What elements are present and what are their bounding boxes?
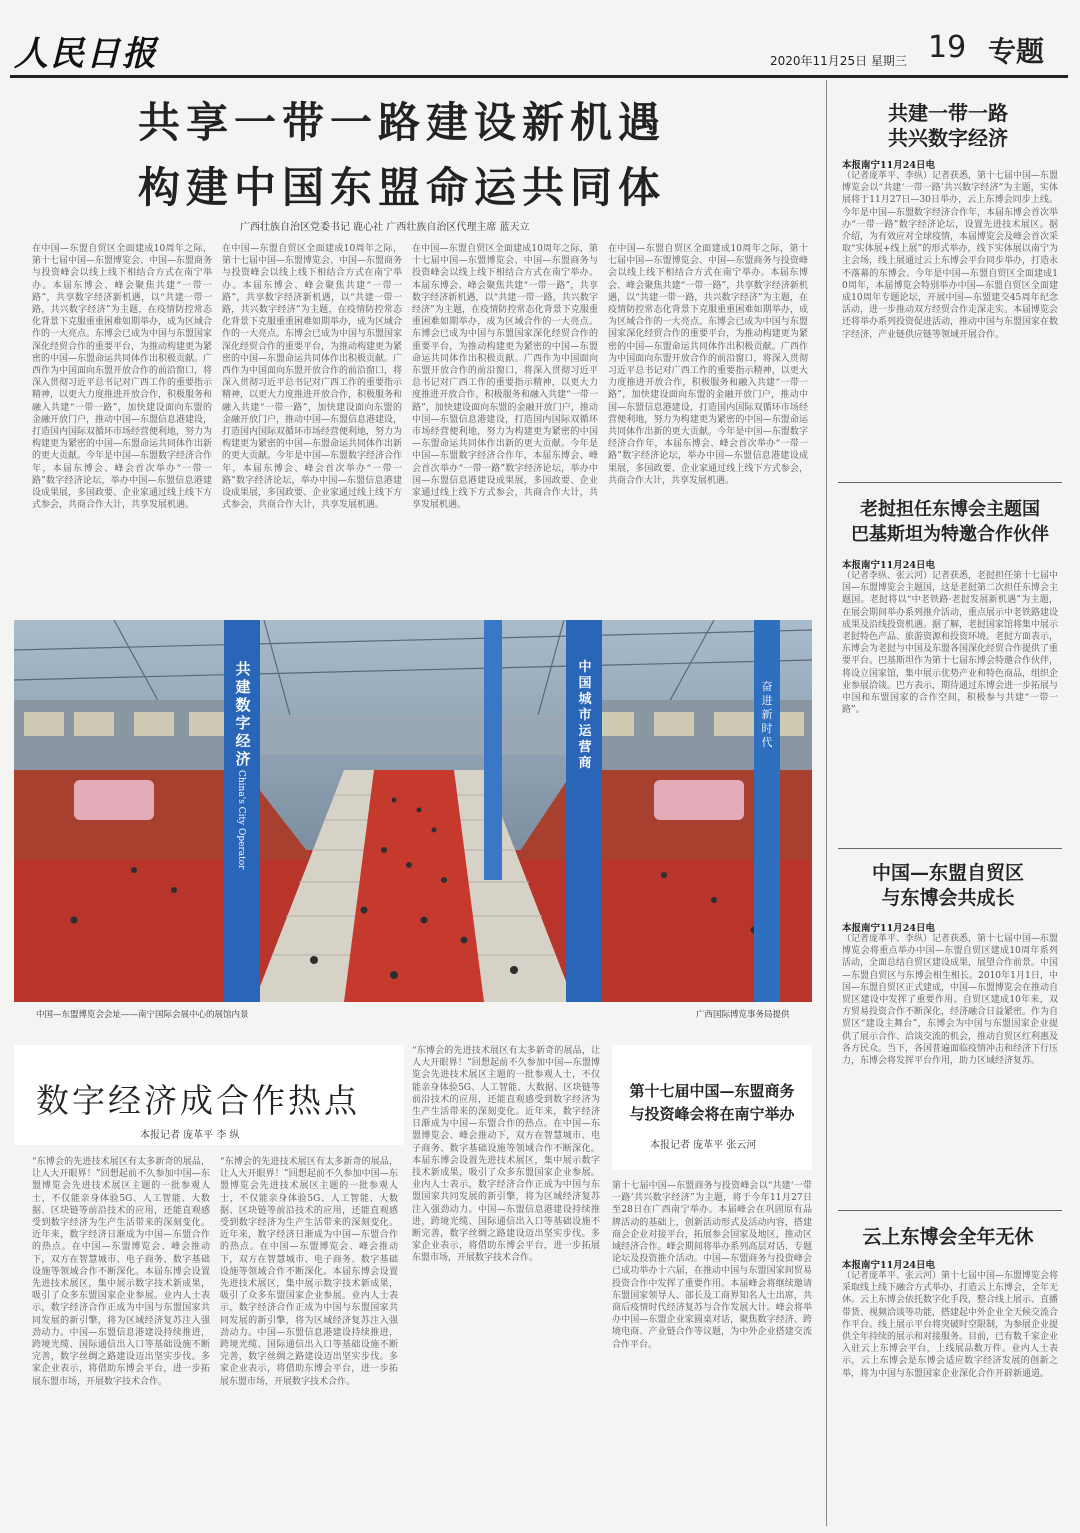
sidebar-guest-headline-1: 老挝担任东博会主题国 (860, 499, 1040, 520)
issue-date: 2020年11月25日 星期三 (770, 54, 907, 68)
sidebar-fta-headline-1: 中国—东盟自贸区 (871, 862, 1024, 884)
sidebar-fta-headline-2: 与东博会共成长 (881, 887, 1015, 909)
masthead-rule (10, 75, 1068, 78)
sidebar-rule-3 (838, 1210, 1062, 1211)
main-article-col-2: 在中国—东盟自贸区全面建成10周年之际，第十七届中国—东盟博览会、中国—东盟商务与投资峰会以线上线下相结合方式在南宁举办。本届东博会、峰会聚焦共建“一带一路”，共享数字经济新机遇，以“共建一带一路，共兴数字经济”为主题，在疫情防控常态化背景下克服重重困难如期举办，成为区域合作的一大亮点。东博会已成为中国与东盟国家深化经贸合作的重要平台，为推动构建更为紧密的中国—东盟命运共同体作出积极贡献。广西作为中国面向东盟开放合作的前沿窗口，将深入贯彻习近平总书记对广西工作的重要指示精神，以更大力度推进开放合作，积极服务和融入共建“一带一路”，加快建设面向东盟的金融开放门户，推动中国—东盟信息港建设，打造国内国际双循环市场经营便利地，努力为构建更为紧密的中国—东盟命运共同体作出新的更大贡献。今年是中国—东盟数字经济合作年，本届东博会、峰会首次举办“一带一路”数字经济论坛，举办中国—东盟信息港建设成果展，多国政要、企业家通过线上线下方式参会，共商合作大计，共享发展机遇。 (222, 244, 402, 511)
main-article-col-4: 在中国—东盟自贸区全面建成10周年之际，第十七届中国—东盟博览会、中国—东盟商务与投资峰会以线上线下相结合方式在南宁举办。本届东博会、峰会聚焦共建“一带一路”，共享数字经济新机遇，以“共建一带一路，共兴数字经济”为主题，在疫情防控常态化背景下克服重重困难如期举办，成为区域合作的一大亮点。东博会已成为中国与东盟国家深化经贸合作的重要平台，为推动构建更为紧密的中国—东盟命运共同体作出积极贡献。广西作为中国面向东盟开放合作的前沿窗口，将深入贯彻习近平总书记对广西工作的重要指示精神，以更大力度推进开放合作，积极服务和融入共建“一带一路”，加快建设面向东盟的金融开放门户，推动中国—东盟信息港建设，打造国内国际双循环市场经营便利地，努力为构建更为紧密的中国—东盟命运共同体作出新的更大贡献。今年是中国—东盟数字经济合作年，本届东博会、峰会首次举办“一带一路”数字经济论坛，举办中国—东盟信息港建设成果展，多国政要、企业家通过线上线下方式参会，共商合作大计，共享发展机遇。 (608, 244, 808, 486)
sidebar-guest-body: （记者李纵、张云河）记者获悉，老挝担任第十七届中国—东盟博览会主题国，这是老挝第二次担任东博会主题国。老挝将以“中老铁路·老挝发展新机遇”为主题，在展会期间举办系列推介活动，重点展示中老铁路建设成果及沿线投资机遇。据了解，老挝国家馆将集中展示老挝特色产品、旅游资源和投资环境。老挝方面表示，东博会为老挝与中国及东盟各国深化经贸合作提供了重要平台。巴基斯坦作为第十七届东博会特邀合作伙伴，将设立国家馆，集中展示优势产业和特色商品，组织企业参展洽谈。巴方表示，期待通过东博会进一步拓展与中国和东盟国家的合作空间，积极参与共建“一带一路”。 (842, 571, 1058, 716)
sidebar-theme-headline-1: 共建一带一路 (888, 101, 1008, 125)
sidebar-rule-2 (838, 848, 1062, 849)
digital-article-col-2: “东博会的先进技术展区有太多新奇的展品，让人大开眼界！”回想起前不久参加中国—东盟博览会先进技术展区主题的一批参观人士，不仅能亲身体验5G、人工智能、大数据、区块链等前沿技术的应用，还能直观感受到数字经济为生产生活带来的深刻变化。近年来，数字经济日渐成为中国—东盟合作的热点。在中国—东盟博览会、峰会推动下，双方在智慧城市、电子商务、数字基础设施等领域合作不断深化。本届东博会设置先进技术展区，集中展示数字技术新成果，吸引了众多东盟国家企业参展。业内人士表示，数字经济合作正成为中国与东盟国家共同发展的新引擎，将为区域经济复苏注入强劲动力。中国—东盟信息港建设持续推进，跨境光缆、国际通信出入口等基础设施不断完善，数字丝绸之路建设迈出坚实步伐。多家企业表示，将借助东博会平台，进一步拓展东盟市场，开展数字技术合作。 (220, 1157, 398, 1387)
sidebar-fta-body: （记者庞革平、李纵）记者获悉，第十七届中国—东盟博览会将重点举办中国—东盟自贸区建成10周年系列活动，全面总结自贸区建设成果，展望合作前景。中国—东盟自贸区与东博会相生相长。2010年1月1日，中国—东盟自贸区正式建成，中国—东盟博览会在推动自贸区建设中发挥了重要作用。自贸区建成10年来，双方贸易投资合作不断深化，经济融合日益紧密。作为自贸区“建设主舞台”，东博会为中国与东盟国家企业提供了展示合作、洽谈交流的机会，推动自贸区红利惠及各方民众。当下，各国普遍面临疫情冲击和经济下行压力，东博会将发挥平台作用，助力区域经济复苏。 (842, 934, 1058, 1067)
section-label: 专题 (988, 35, 1045, 68)
main-headline-line2: 构建中国东盟命运共同体 (138, 163, 667, 212)
sidebar-rule-1 (838, 482, 1062, 483)
summit-article-body: 第十七届中国—东盟商务与投资峰会以“共建‘一带一路’共兴数字经济”为主题，将于今年11月27日至28日在广西南宁举办。本届峰会在巩固原有品牌活动的基础上，创新活动形式及活动内容，搭建商会企业对接平台，拓展参会国家及地区，推动区域经济合作。峰会期间将举办系列高层对话、专题论坛及投资推介活动。中国—东盟商务与投资峰会已成功举办十六届，在推动中国与东盟国家间贸易投资合作中发挥了重要作用。本届峰会将继续邀请东盟国家领导人、部长及工商界知名人士出席，共商后疫情时代经济复苏与合作发展大计。峰会将举办中国—东盟企业家圆桌对话，聚焦数字经济、跨境电商、产业链合作等议题，为中外企业搭建交流合作平台。 (612, 1181, 812, 1350)
banner-left: 共建数字经济 (235, 660, 251, 768)
sidebar-guest-headline-2: 巴基斯坦为特邀合作伙伴 (851, 524, 1049, 545)
main-byline: 广西壮族自治区党委书记 鹿心社 广西壮族自治区代理主席 蓝天立 (240, 222, 530, 233)
sidebar-cloud-body: （记者庞革平、张云河）第十七届中国—东盟博览会将采取线上线下融合方式举办，打造云上东博会，全年无休。云上东博会依托数字化手段，整合线上展示、直播带货、视频洽谈等功能，搭建起中外企业全天候交流合作平台。线上展示平台将突破时空限制，为参展企业提供全年持续的展示和对接服务。目前，已有数千家企业入驻云上东博会平台，上线展品数万件。业内人士表示，云上东博会是东博会适应数字经济发展的创新之举，将为中国与东盟国家企业深化合作开辟新通道。 (842, 1271, 1058, 1379)
banner-english: China's City Operator (236, 770, 246, 870)
summit-byline: 本报记者 庞革平 张云河 (650, 1140, 757, 1151)
summit-headline-line1: 第十七届中国—东盟商务 (629, 1082, 795, 1100)
photo-credit: 广西国际博览事务局提供 (696, 1010, 790, 1020)
main-article-col-1: 在中国—东盟自贸区全面建成10周年之际，第十七届中国—东盟博览会、中国—东盟商务与投资峰会以线上线下相结合方式在南宁举办。本届东博会、峰会聚焦共建“一带一路”，共享数字经济新机遇，以“共建一带一路，共兴数字经济”为主题，在疫情防控常态化背景下克服重重困难如期举办，成为区域合作的一大亮点。东博会已成为中国与东盟国家深化经贸合作的重要平台，为推动构建更为紧密的中国—东盟命运共同体作出积极贡献。广西作为中国面向东盟开放合作的前沿窗口，将深入贯彻习近平总书记对广西工作的重要指示精神，以更大力度推进开放合作，积极服务和融入共建“一带一路”，加快建设面向东盟的金融开放门户，推动中国—东盟信息港建设，打造国内国际双循环市场经营便利地，努力为构建更为紧密的中国—东盟命运共同体作出新的更大贡献。今年是中国—东盟数字经济合作年，本届东博会、峰会首次举办“一带一路”数字经济论坛，举办中国—东盟信息港建设成果展，多国政要、企业家通过线上线下方式参会，共商合作大计，共享发展机遇。 (32, 244, 212, 511)
sidebar-cloud-dateline: 本报南宁11月24日电 (842, 1260, 935, 1271)
sidebar-theme-dateline: 本报南宁11月24日电 (842, 160, 935, 171)
main-article-col-3: 在中国—东盟自贸区全面建成10周年之际，第十七届中国—东盟博览会、中国—东盟商务与投资峰会以线上线下相结合方式在南宁举办。本届东博会、峰会聚焦共建“一带一路”，共享数字经济新机遇，以“共建一带一路，共兴数字经济”为主题，在疫情防控常态化背景下克服重重困难如期举办，成为区域合作的一大亮点。东博会已成为中国与东盟国家深化经贸合作的重要平台，为推动构建更为紧密的中国—东盟命运共同体作出积极贡献。广西作为中国面向东盟开放合作的前沿窗口，将深入贯彻习近平总书记对广西工作的重要指示精神，以更大力度推进开放合作，积极服务和融入共建“一带一路”，加快建设面向东盟的金融开放门户，推动中国—东盟信息港建设，打造国内国际双循环市场经营便利地，努力为构建更为紧密的中国—东盟命运共同体作出新的更大贡献。今年是中国—东盟数字经济合作年，本届东博会、峰会首次举办“一带一路”数字经济论坛，举办中国—东盟信息港建设成果展，多国政要、企业家通过线上线下方式参会，共商合作大计，共享发展机遇。 (412, 244, 598, 511)
masthead-logo: 人民日报 (14, 34, 158, 74)
exhibition-hall-photo (14, 620, 812, 1002)
sidebar-divider (826, 80, 827, 1526)
photo-caption: 中国—东盟博览会会址——南宁国际会展中心的展馆内景 (36, 1010, 249, 1020)
sidebar-theme-body: （记者庞革平、李纵）记者获悉，第十七届中国—东盟博览会以“共建‘一带一路’共兴数字经济”为主题，实体展将于11月27日—30日举办，云上东博会同步上线。今年是中国—东盟数字经济合作年，本届东博会首次举办“一带一路”数字经济论坛，设置先进技术展区。据介绍，为有效应对全球疫情，本届博览会及峰会首次采取“实体展+线上展”的形式举办，线下实体展以南宁为主会场，线上展通过云上东博会平台同步举办，打造永不落幕的东博会。今年是中国—东盟自贸区全面建成10周年，本届博览会特别举办中国—东盟自贸区全面建成10周年专题论坛，开展中国—东盟建交45周年纪念活动，进一步推动双方经贸合作走深走实。本届博览会还将举办系列投资促进活动，推动中国与东盟国家在数字经济、产业链供应链等领域开展合作。 (842, 171, 1058, 340)
digital-article-col-1: “东博会的先进技术展区有太多新奇的展品，让人大开眼界！”回想起前不久参加中国—东盟博览会先进技术展区主题的一批参观人士，不仅能亲身体验5G、人工智能、大数据、区块链等前沿技术的应用，还能直观感受到数字经济为生产生活带来的深刻变化。近年来，数字经济日渐成为中国—东盟合作的热点。在中国—东盟博览会、峰会推动下，双方在智慧城市、电子商务、数字基础设施等领域合作不断深化。本届东博会设置先进技术展区，集中展示数字技术新成果，吸引了众多东盟国家企业参展。业内人士表示，数字经济合作正成为中国与东盟国家共同发展的新引擎，将为区域经济复苏注入强劲动力。中国—东盟信息港建设持续推进，跨境光缆、国际通信出入口等基础设施不断完善，数字丝绸之路建设迈出坚实步伐。多家企业表示，将借助东博会平台，进一步拓展东盟市场，开展数字技术合作。 (32, 1157, 210, 1387)
sidebar-guest-dateline: 本报南宁11月24日电 (842, 560, 935, 571)
digital-article-byline: 本报记者 庞革平 李 纵 (140, 1130, 240, 1141)
main-headline-line1: 共享一带一路建设新机遇 (138, 98, 667, 147)
sidebar-fta-dateline: 本报南宁11月24日电 (842, 923, 935, 934)
page-number: 19 (928, 30, 967, 65)
banner-far-right: 奋进新时代 (761, 680, 773, 749)
summit-headline-line2: 与投资峰会将在南宁举办 (629, 1105, 795, 1123)
banner-right: 中国城市运营商 (578, 660, 592, 771)
sidebar-theme-headline-2: 共兴数字经济 (888, 126, 1008, 150)
sidebar-cloud-headline: 云上东博会全年无休 (862, 1226, 1034, 1248)
digital-article-col-3: “东博会的先进技术展区有太多新奇的展品，让人大开眼界！”回想起前不久参加中国—东盟博览会先进技术展区主题的一批参观人士，不仅能亲身体验5G、人工智能、大数据、区块链等前沿技术的应用，还能直观感受到数字经济为生产生活带来的深刻变化。近年来，数字经济日渐成为中国—东盟合作的热点。在中国—东盟博览会、峰会推动下，双方在智慧城市、电子商务、数字基础设施等领域合作不断深化。本届东博会设置先进技术展区，集中展示数字技术新成果，吸引了众多东盟国家企业参展。业内人士表示，数字经济合作正成为中国与东盟国家共同发展的新引擎，将为区域经济复苏注入强劲动力。中国—东盟信息港建设持续推进，跨境光缆、国际通信出入口等基础设施不断完善，数字丝绸之路建设迈出坚实步伐。多家企业表示，将借助东博会平台，进一步拓展东盟市场，开展数字技术合作。 (412, 1046, 600, 1264)
digital-article-headline: 数字经济成合作热点 (36, 1081, 360, 1120)
